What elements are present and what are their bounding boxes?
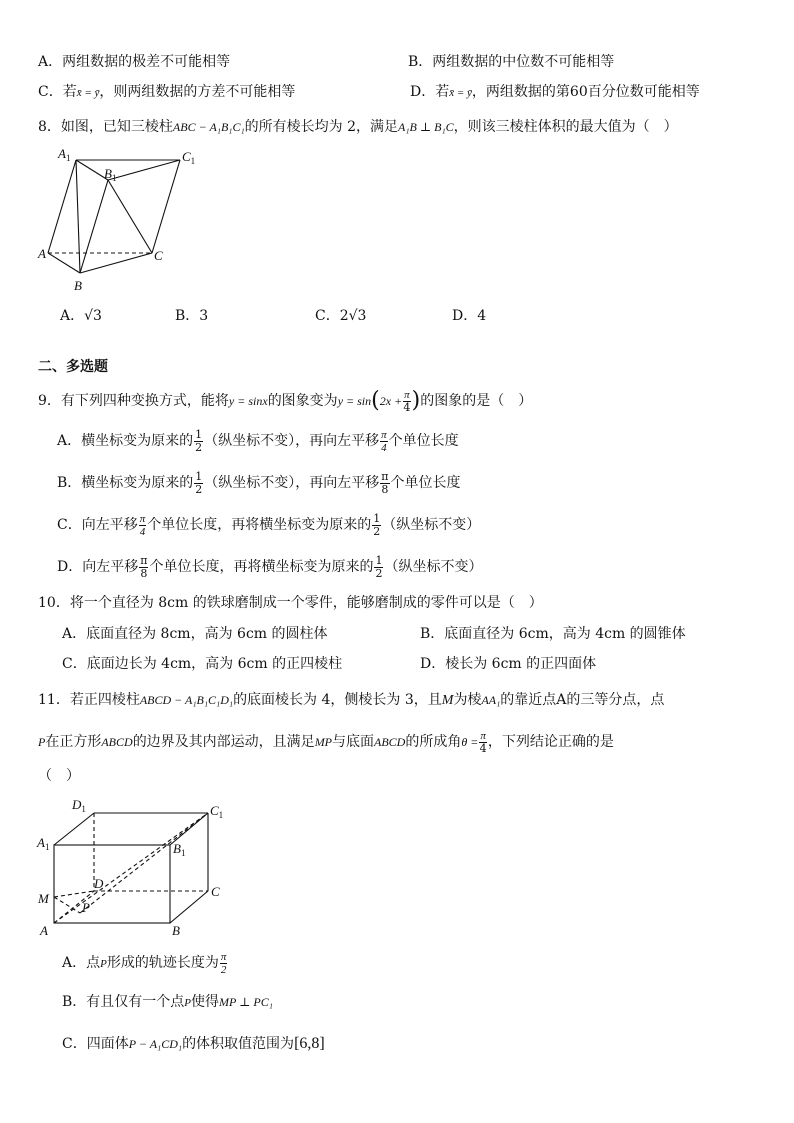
q11-stem-line3: （ ） [38,768,80,784]
label-m: M [38,891,49,906]
label-p: P [82,900,90,915]
q10-option-a: A．底面直径为 8cm，高为 6cm 的圆柱体 [62,626,328,642]
q8-option-c: C．2√3 [315,308,367,324]
label-a1: $A_1$ [37,835,50,852]
q7-option-a: A．两组数据的极差不可能相等 [38,54,231,70]
label-b: B [74,278,82,293]
q9-option-b: B．横坐标变为原来的 $\frac{1}{2}$ （纵坐标不变），再向左平移 $\frac{\pi}{8}$ 个单位长度 [57,469,461,496]
q9-option-d: D．向左平移 $\frac{\pi}{8}$ 个单位长度，再将横坐标变为原来的 $\frac{1}{2}$ （纵坐标不变） [57,553,483,580]
label-b1: $B_1$ [104,166,117,183]
label-c1: $C_1$ [210,803,224,820]
label-b: B [172,923,180,938]
q10-option-d: D．棱长为 6cm 的正四面体 [420,656,597,672]
q8-stem: 8．如图，已知三棱柱ABC − A₁B₁C₁的所有棱长均为 2，满足A₁B ⊥ B₁C，则该三棱柱体积的最大值为（ ） [38,119,678,135]
q10-stem: 10．将一个直径为 8cm 的铁球磨制成一个零件，能够磨制成的零件可以是（ ） [38,595,543,611]
q11-prism-figure [36,795,236,945]
q9-option-c: C．向左平移 $\frac{\pi}{4}$ 个单位长度，再将横坐标变为原来的 $\frac{1}{2}$ （纵坐标不变） [57,511,481,538]
label-d: D [94,876,104,891]
q8-prism-figure [36,145,206,295]
q7-option-c: C．若x̄ = ȳ，则两组数据的方差不可能相等 [38,84,296,100]
label-a: A [38,246,46,261]
label-c1: $C_1$ [182,149,196,166]
q10-option-c: C．底面边长为 4cm，高为 6cm 的正四棱柱 [62,656,343,672]
label-d1: $D_1$ [72,797,86,814]
q8-option-d: D．4 [452,308,487,324]
label-c: C [154,248,163,263]
label-b1: $B_1$ [173,841,186,858]
label-a1: $A_1$ [58,146,71,163]
q9-stem: 9．有下列四种变换方式，能将y = sinx的图象变为y = sin(2x + $\frac{\pi}{4}$ )的图象的是（ ） [38,388,533,414]
q11-stem-line1: 11．若正四棱柱ABCD − A₁B₁C₁D₁的底面棱长为 4，侧棱长为 3，且M为棱AA₁的靠近点A的三等分点，点 [38,692,665,708]
q9-option-a: A．横坐标变为原来的 $\frac{1}{2}$ （纵坐标不变），再向左平移 $\frac{\pi}{4}$ 个单位长度 [57,427,459,454]
q11-option-b: B．有且仅有一个点P使得MP ⊥ PC₁ [62,994,273,1010]
q7-option-d: D．若x̄ = ȳ，两组数据的第60百分位数可能相等 [410,84,700,100]
q8-option-a: A．√3 [60,308,102,324]
section-title: 二、多选题 [38,359,108,375]
q7-option-b: B．两组数据的中位数不可能相等 [408,54,615,70]
label-a: A [40,923,48,938]
q8-option-b: B．3 [175,308,209,324]
q10-option-b: B．底面直径为 6cm，高为 4cm 的圆锥体 [420,626,686,642]
q11-stem-line2: P在正方形ABCD的边界及其内部运动，且满足MP与底面ABCD的所成角θ = $\frac{\pi}{4}$ ，下列结论正确的是 [38,729,614,755]
q11-option-a: A．点P形成的轨迹长度为 $\frac{\pi}{2}$ [62,950,227,976]
q11-option-c: C．四面体P − A₁CD₁的体积取值范围为[6,8] [62,1035,325,1052]
label-c: C [211,884,220,899]
